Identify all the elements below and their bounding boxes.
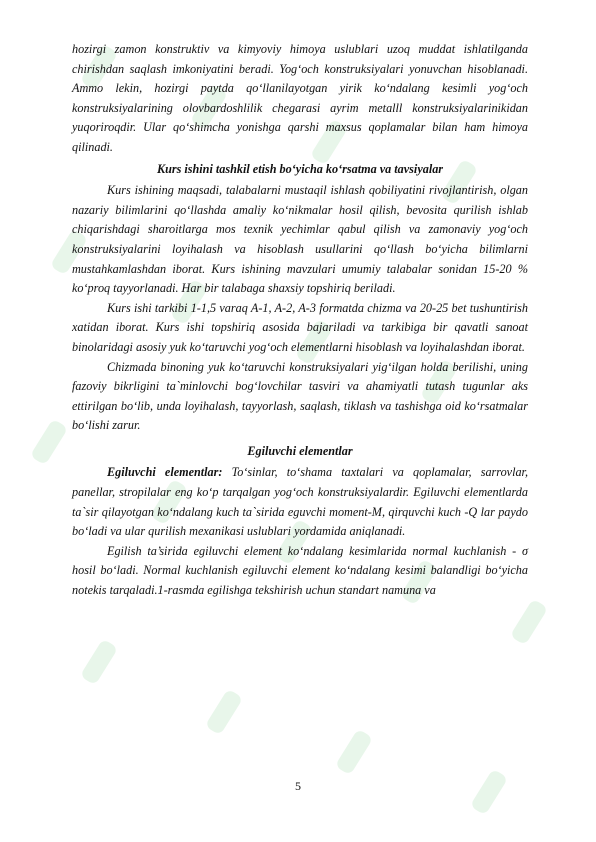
paragraph: Egilish ta’sirida egiluvchi element ko‘ndalang kesimlarida normal kuchlanish - σ hosil bo‘ladi. Normal kuchlanish egiluvchi element ko‘ndalang kesimi balandligi bo‘yicha notekis tarqaladi.1-rasmda egilishga tekshirish uchun standart namuna va bbox=[72, 543, 528, 598]
watermark-shape bbox=[335, 729, 374, 776]
page-number: 5 bbox=[295, 779, 301, 793]
watermark-shape bbox=[30, 419, 69, 466]
section-heading: Egiluvchi elementlar bbox=[247, 443, 353, 458]
section-heading: Kurs ishini tashkil etish bo‘yicha ko‘rsatma va tavsiyalar bbox=[156, 161, 444, 176]
paragraph bbox=[72, 463, 528, 541]
watermark-shape bbox=[205, 689, 244, 736]
watermark-shape bbox=[80, 639, 119, 686]
paragraph-text: To‘sinlar, to‘shama taxtalari va qoplamalar, sarrovlar, panellar, stropilalar eng ko‘p tarqalgan yog‘och konstruksiyalardir. Egiluvchi elementlarda ta`sir qilayotgan ko‘ndalang kuch ta`sirida eguvchi moment-M, qirquvchi kuch -Q lar paydo bo‘ladi va ular qurilish mexanikasi uslublari yordamida aniqlanadi. bbox=[72, 465, 528, 539]
watermark-shape bbox=[510, 599, 549, 646]
paragraph: Kurs ishining maqsadi, talabalarni mustaqil ishlash qobiliyatini rivojlantirish, olgan nazariy bilimlarini qo‘llashda amaliy ko‘nikmalar hosil qilish, bevosita qurilish ishlab chiqarishdagi sharoitlarga mos texnik yechimlar qabul qilish va zamonaviy yog‘och konstruksiyalarini loyihalash va hisoblash usullarini qo‘llash bo‘yicha bilimlarni mustahkamlashdan iborat. Kurs ishining mavzulari umumiy talabalar sonidan 15-20 % ko‘proq tayyorlanadi. Har bir talabaga shaxsiy topshiriq beriladi. bbox=[72, 183, 528, 296]
document-body bbox=[72, 40, 528, 601]
paragraph: hozirgi zamon konstruktiv va kimyoviy himoya uslublari uzoq muddat ishlatilganda chirishdan saqlash imkoniyatini beradi. Yog‘och konstruksiyalari yonuvchan hisoblanadi. Ammo lekin, hozirgi paytda qo‘llanilayotgan yirik ko‘ndalang kesimli yog‘och konstruksiyalarining olovbardoshlilik chegarasi ayrim metalll konstruksiyalarinikidan yuqoriroqdir. Ular qo‘shimcha yonishga qarshi maxsus qoplamalar bilan ham himoya qilinadi. bbox=[72, 42, 528, 154]
paragraph: Kurs ishi tarkibi 1-1,5 varaq A-1, A-2, A-3 formatda chizma va 20-25 bet tushuntirish xatidan iborat. Kurs ishi topshiriq asosida bajariladi va tarkibiga bir qavatli sanoat binolaridagi asosiy yuk ko‘taruvchi yog‘och elementlarni hisoblash va loyihalashdan iborat. bbox=[72, 300, 528, 354]
paragraph: Chizmada binoning yuk ko‘taruvchi konstruksiyalari yig‘ilgan holda berilishi, uning fazoviy bikrligini ta`minlovchi bog‘lovchilar tasviri va ahamiyatli tutash tugunlar aks ettirilgan bo‘lib, unda loyihalash, tayyorlash, saqlash, tiklash va tashishga oid ko‘rsatmalar bo‘lishi zarur. bbox=[72, 359, 528, 433]
bold-lead-text: Egiluvchi elementlar: bbox=[107, 465, 223, 480]
